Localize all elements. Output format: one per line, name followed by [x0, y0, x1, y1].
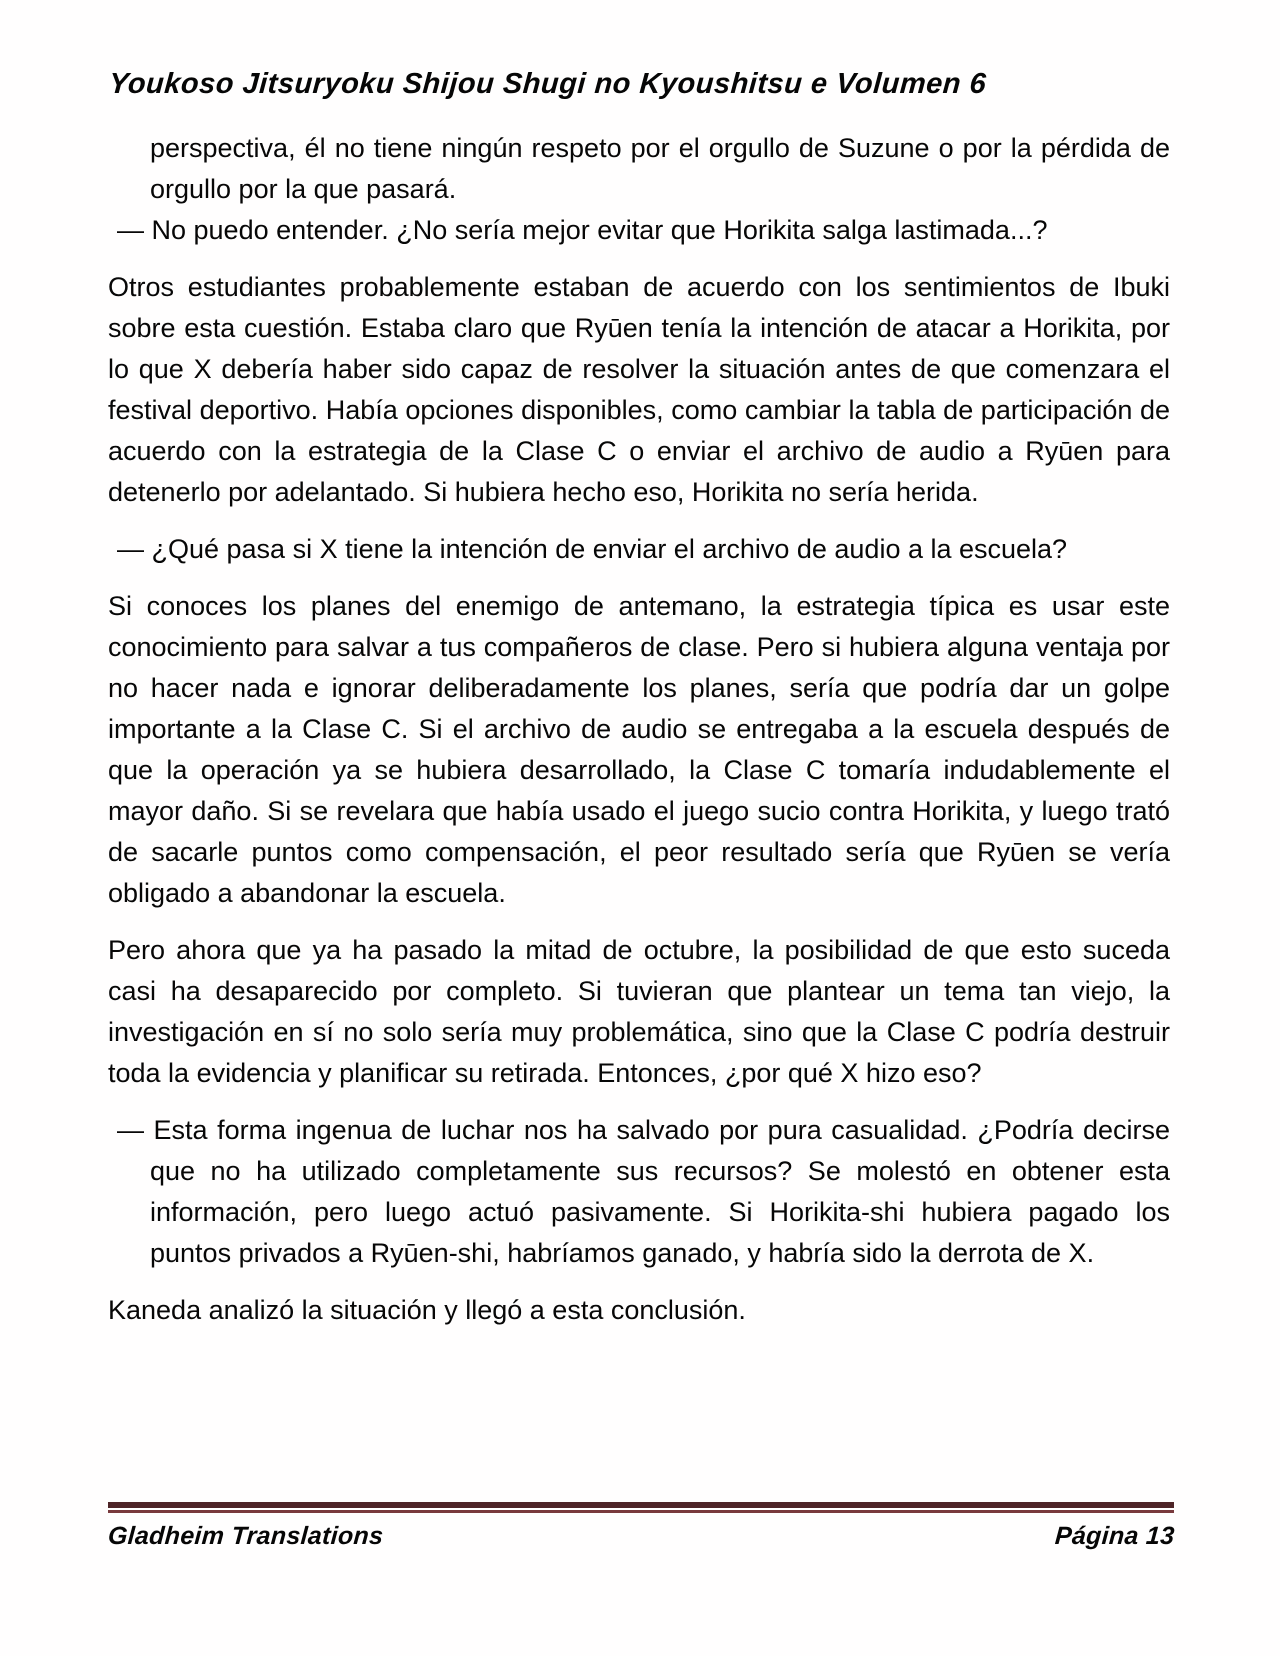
footer-rule — [108, 1502, 1174, 1513]
page-footer — [108, 1502, 1174, 1551]
paragraph-continuation: perspectiva, él no tiene ningún respeto por el orgullo de Suzune o por la pérdida de orgullo por la que pasará. — [150, 133, 1170, 204]
paragraph-narration: Pero ahora que ya ha pasado la mitad de octubre, la posibilidad de que esto suceda casi ha desaparecido por completo. Si tuvieran que plantear un tema tan viejo, la investigación en sí no solo sería muy problemática, sino que la Clase C podría destruir toda la evidencia y planificar su retirada. Entonces, ¿por qué X hizo eso? — [108, 935, 1170, 1088]
footer-row — [108, 1522, 1174, 1551]
paragraph-narration: Kaneda analizó la situación y llegó a esta conclusión. — [108, 1295, 746, 1325]
footer-translator-name: Gladheim Translations — [107, 1522, 385, 1550]
paragraph-dialogue: — ¿Qué pasa si X tiene la intención de enviar el archivo de audio a la escuela? — [117, 534, 1068, 564]
paragraph-narration: Si conoces los planes del enemigo de antemano, la estrategia típica es usar este conocimiento para salvar a tus compañeros de clase. Pero si hubiera alguna ventaja por no hacer nada e ignorar deliberadamente los planes, sería que podría dar un golpe importante a la Clase C. Si el archivo de audio se entregaba a la escuela después de que la operación ya se hubiera desarrollado, la Clase C tomaría indudablemente el mayor daño. Si se revelara que había usado el juego sucio contra Horikita, y luego trató de sacarle puntos como compensación, el peor resultado sería que Ryūen se vería obligado a abandonar la escuela. — [108, 591, 1170, 908]
page-header — [108, 68, 1170, 101]
paragraph-dialogue: — No puedo entender. ¿No sería mejor evitar que Horikita salga lastimada...? — [117, 215, 1048, 245]
header-title: Youkoso Jitsuryoku Shijou Shugi no Kyoushitsu e Volumen 6 — [108, 68, 988, 100]
page-body — [108, 128, 1170, 1331]
paragraph-dialogue: — Esta forma ingenua de luchar nos ha salvado por pura casualidad. ¿Podría decirse que no ha utilizado completamente sus recursos? Se molestó en obtener esta información, pero luego actuó pasivamente. Si Horikita-shi hubiera pagado los puntos privados a Ryūen-shi, habríamos ganado, y habría sido la derrota de X. — [117, 1115, 1170, 1268]
footer-page-number: Página 13 — [1053, 1522, 1176, 1550]
paragraph-narration: Otros estudiantes probablemente estaban de acuerdo con los sentimientos de Ibuki sobre esta cuestión. Estaba claro que Ryūen tenía la intención de atacar a Horikita, por lo que X debería haber sido capaz de resolver la situación antes de que comenzara el festival deportivo. Había opciones disponibles, como cambiar la tabla de participación de acuerdo con la estrategia de la Clase C o enviar el archivo de audio a Ryūen para detenerlo por adelantado. Si hubiera hecho eso, Horikita no sería herida. — [108, 272, 1170, 507]
